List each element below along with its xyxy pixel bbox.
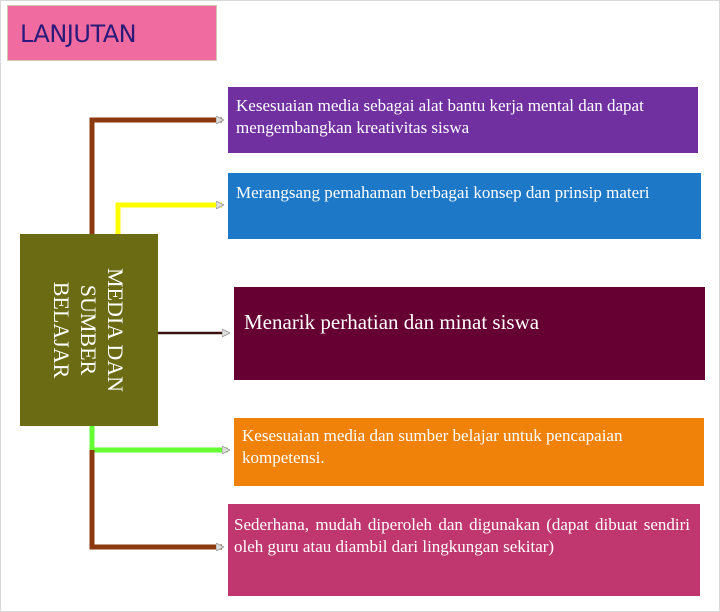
center-label: MEDIA DAN SUMBER BELAJAR	[49, 267, 129, 393]
slide-title: LANJUTAN	[20, 20, 137, 48]
item-box-4	[234, 418, 704, 486]
item-text-3: Menarik perhatian dan minat siswa	[244, 310, 540, 334]
item-text-2: Merangsang pemahaman berbagai konsep dan prinsip materi	[236, 183, 650, 202]
item-box-1	[228, 87, 698, 153]
item-text-4: Kesesuaian media dan sumber belajar untuk pencapaian kompetensi.	[242, 426, 623, 467]
item-text-1: Kesesuaian media sebagai alat bantu kerja mental dan dapat mengembangkan kreativitas siswa	[236, 96, 644, 137]
connector-1	[92, 120, 222, 234]
item-box-2	[228, 173, 701, 239]
item-box-5	[228, 504, 700, 596]
connector-4	[92, 426, 228, 450]
connector-2	[118, 205, 222, 234]
item-text-5: Sederhana, mudah diperoleh dan digunakan (dapat dibuat sendiri oleh guru atau diambil dari lingkungan sekitar)	[234, 515, 690, 556]
center-box	[20, 234, 158, 426]
item-box-3	[234, 287, 705, 380]
connector-5	[92, 450, 222, 547]
